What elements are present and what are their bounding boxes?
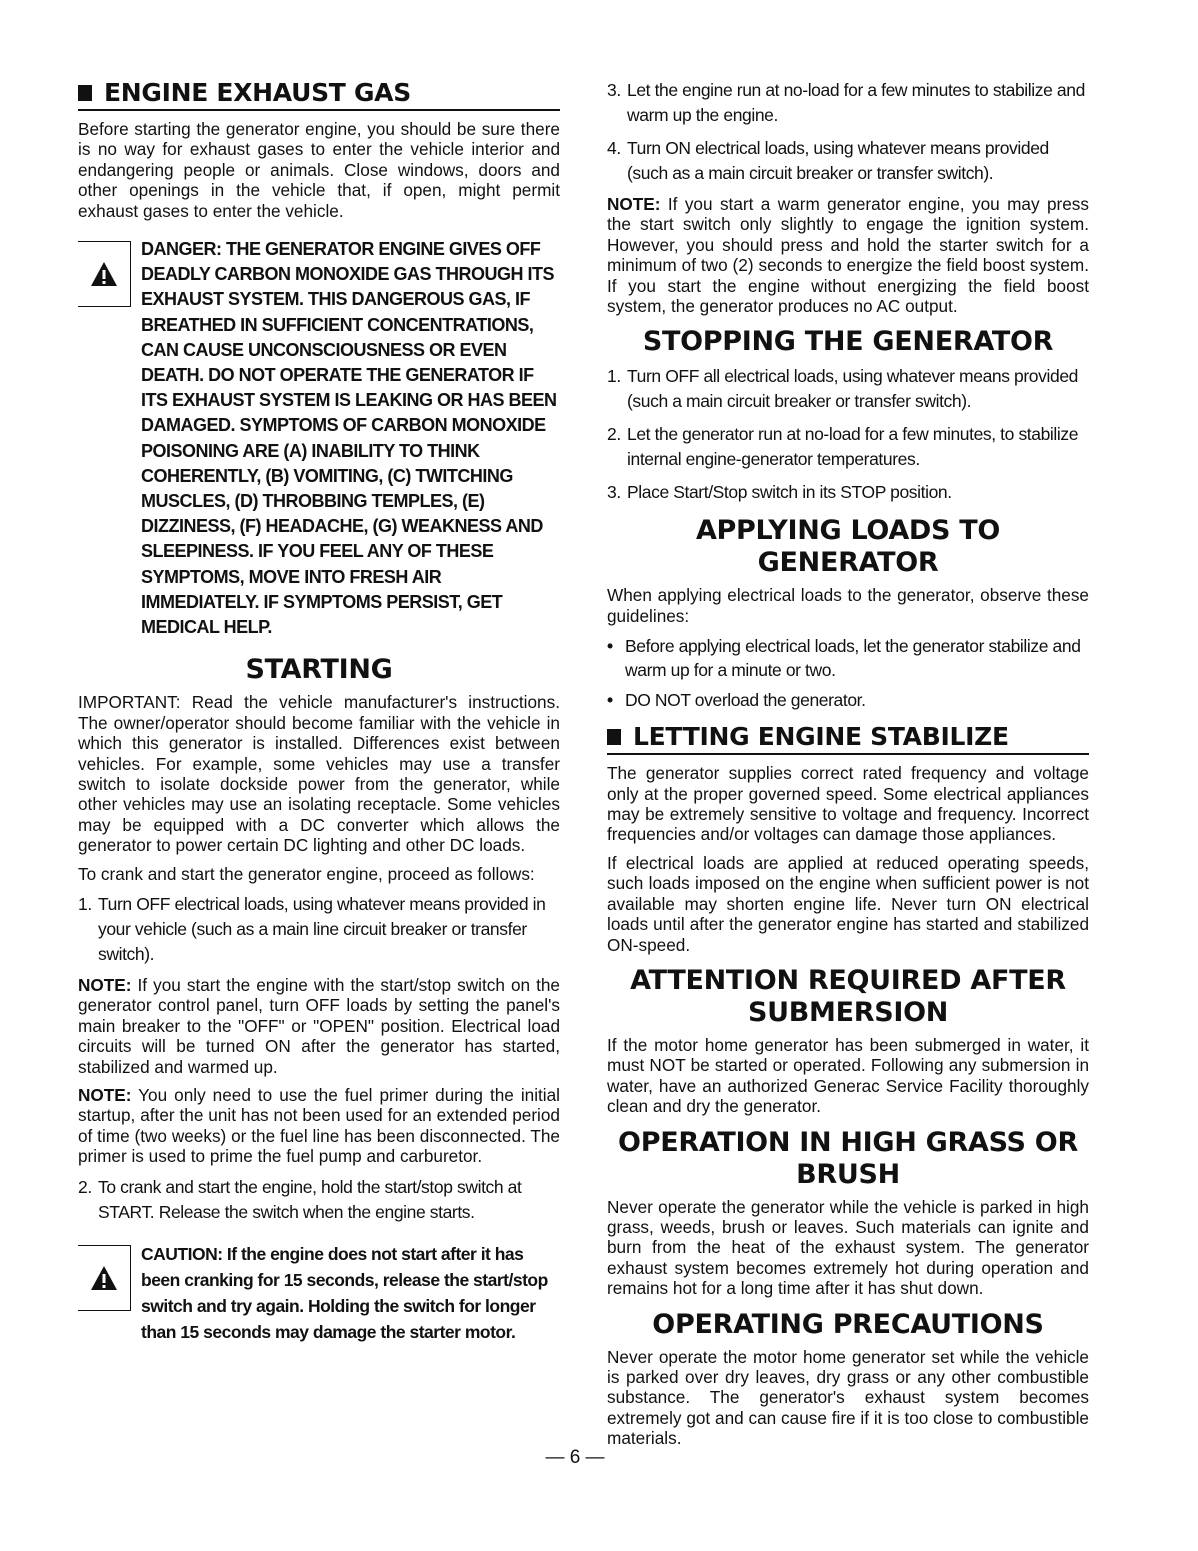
- important-paragraph: IMPORTANT: Read the vehicle manufacturer's instructions. The owner/operator should become familiar with the vehicle in which this generator is installed. Differences exist between vehicles. For example, some vehicles may use a transfer switch to isolate dockside power from the generator, while other vehicles may use an isolating receptacle. Some vehicles may be equipped with a DC converter which allows the generator to power certain DC lighting and other DC loads.: [78, 692, 560, 856]
- bullet-dot-icon: •: [607, 636, 613, 657]
- caution-warning: [78, 1241, 560, 1345]
- loads-bullet: • DO NOT overload the generator.: [607, 690, 866, 711]
- high-grass-heading: OPERATION IN HIGH GRASS OR BRUSH: [618, 1126, 1078, 1190]
- danger-warning: [78, 237, 560, 640]
- stopping-heading: STOPPING THE GENERATOR: [642, 326, 1054, 358]
- crank-intro: To crank and start the generator engine, proceed as follows:: [78, 863, 535, 884]
- note-start-stop: NOTE: If you start the engine with the start/stop switch on the generator control panel, turn OFF loads by setting the panel's main breaker to the "OFF" or "OPEN" position. Electrical load circuits will be turned ON after the generator has started, stabilized and warmed up.: [78, 974, 560, 1077]
- start-step-4: 4. Turn ON electrical loads, using whatever means provided (such as a main circuit breaker or transfer switch).: [607, 138, 1049, 183]
- submersion-heading: ATTENTION REQUIRED AFTER SUBMERSION: [630, 964, 1066, 1028]
- right-column: [607, 78, 1089, 1457]
- stop-step-3: 3. Place Start/Stop switch in its STOP position.: [607, 482, 952, 503]
- applying-loads-heading: APPLYING LOADS TO GENERATOR: [695, 515, 1001, 579]
- exhaust-paragraph: Before starting the generator engine, you should be sure there is no way for exhaust gases to enter the vehicle interior and endangering people or animals. Close windows, doors and other openings in the vehicle that, if open, might permit exhaust gases to enter the vehicle.: [78, 119, 560, 221]
- stabilize-paragraph-1: The generator supplies correct rated frequency and voltage only at the proper governed speed. Some electrical appliances may be extremely sensitive to voltage and frequency. Incorrect frequencies and/or voltages can damage those appliances.: [607, 763, 1089, 845]
- stabilize-paragraph-2: If electrical loads are applied at reduced operating speeds, such loads imposed on the engine when sufficient power is not available may shorten engine life. Never turn ON electrical loads until after the generator engine has started and stabilized ON-speed.: [607, 852, 1089, 955]
- danger-text: DANGER: THE GENERATOR ENGINE GIVES OFF DEADLY CARBON MONOXIDE GAS THROUGH ITS EXHAUST SYSTEM. THIS DANGEROUS GAS, IF BREATHED IN SUFFICIENT CONCENTRATIONS, CAN CAUSE UNCONSCIOUSNESS OR EVEN DEATH. DO NOT OPERATE THE GENERATOR IF ITS EXHAUST SYSTEM IS LEAKING OR HAS BEEN DAMAGED. SYMPTOMS OF CARBON MONOXIDE POISONING ARE (A) INABILITY TO THINK COHERENTLY, (B) VOMITING, (C) TWITCHING MUSCLES, (D) THROBBING TEMPLES, (E) DIZZINESS, (F) HEADACHE, (G) WEAKNESS AND SLEEPINESS. IF YOU FEEL ANY OF THESE SYMPTOMS, MOVE INTO FRESH AIR IMMEDIATELY. IF SYMPTOMS PERSIST, GET MEDICAL HELP.: [141, 239, 557, 638]
- precautions-paragraph: Never operate the motor home generator set while the vehicle is parked over dry leaves, dry grass or any other combustible substance. The generator's exhaust system becomes extremely got and can cause fire if it is too close to combustible materials.: [607, 1346, 1089, 1449]
- precautions-heading: OPERATING PRECAUTIONS: [652, 1308, 1044, 1340]
- stabilize-heading: LETTING ENGINE STABILIZE: [607, 722, 1089, 755]
- loads-paragraph: When applying electrical loads to the generator, observe these guidelines:: [607, 585, 1089, 626]
- start-step-2: 2. To crank and start the engine, hold the start/stop switch at START. Release the switch when the engine starts.: [78, 1176, 522, 1222]
- stop-step-1: 1. Turn OFF all electrical loads, using whatever means provided (such a main circuit breaker or transfer switch).: [607, 366, 1078, 412]
- high-grass-paragraph: Never operate the generator while the vehicle is parked in high grass, weeds, brush or leaves. Such materials can ignite and burn from the heat of the exhaust system. The generator exhaust system becomes extremely hot during operation and remains hot for a long time after it has shut down.: [607, 1196, 1089, 1299]
- stop-step-2: 2. Let the generator run at no-load for a few minutes, to stabilize internal engine-generator temperatures.: [607, 424, 1079, 470]
- left-column: [78, 78, 560, 1359]
- engine-exhaust-heading: ENGINE EXHAUST GAS: [78, 78, 560, 111]
- loads-bullet: • Before applying electrical loads, let the generator stabilize and warm up for a minute or two.: [607, 636, 1081, 681]
- bullet-square-icon: [78, 85, 92, 101]
- note-fuel-primer: NOTE: You only need to use the fuel primer during the initial startup, after the unit has not been used for an extended period of time (two weeks) or the fuel line has been disconnected. The primer is used to prime the fuel pump and carburetor.: [78, 1084, 560, 1167]
- warning-triangle-icon: [78, 1245, 131, 1311]
- bullet-square-icon: [607, 729, 621, 745]
- start-step-1: 1. Turn OFF electrical loads, using whatever means provided in your vehicle (such as a main line circuit breaker or transfer switch).: [78, 893, 546, 964]
- starting-heading: STARTING: [245, 654, 393, 686]
- caution-text: CAUTION: If the engine does not start after it has been cranking for 15 seconds, release the start/stop switch and try again. Holding the switch for longer than 15 seconds may damage the starter motor.: [141, 1243, 548, 1342]
- warning-triangle-icon: [78, 241, 131, 307]
- start-step-3: 3. Let the engine run at no-load for a few minutes to stabilize and warm up the engine.: [607, 80, 1085, 125]
- page-number: — 6 —: [545, 1447, 605, 1468]
- bullet-dot-icon: •: [607, 690, 613, 711]
- note-warm-engine: NOTE: If you start a warm generator engine, you may press the start switch only slightly to engage the ignition system. However, you should press and hold the starter switch for a minimum of two (2) seconds to energize the field boost system. If you start the engine without energizing the field boost system, the generator produces no AC output.: [607, 194, 1089, 317]
- submersion-paragraph: If the motor home generator has been submerged in water, it must NOT be started or operated. Following any submersion in water, have an authorized Generac Service Facility thoroughly clean and dry the generator.: [607, 1034, 1089, 1117]
